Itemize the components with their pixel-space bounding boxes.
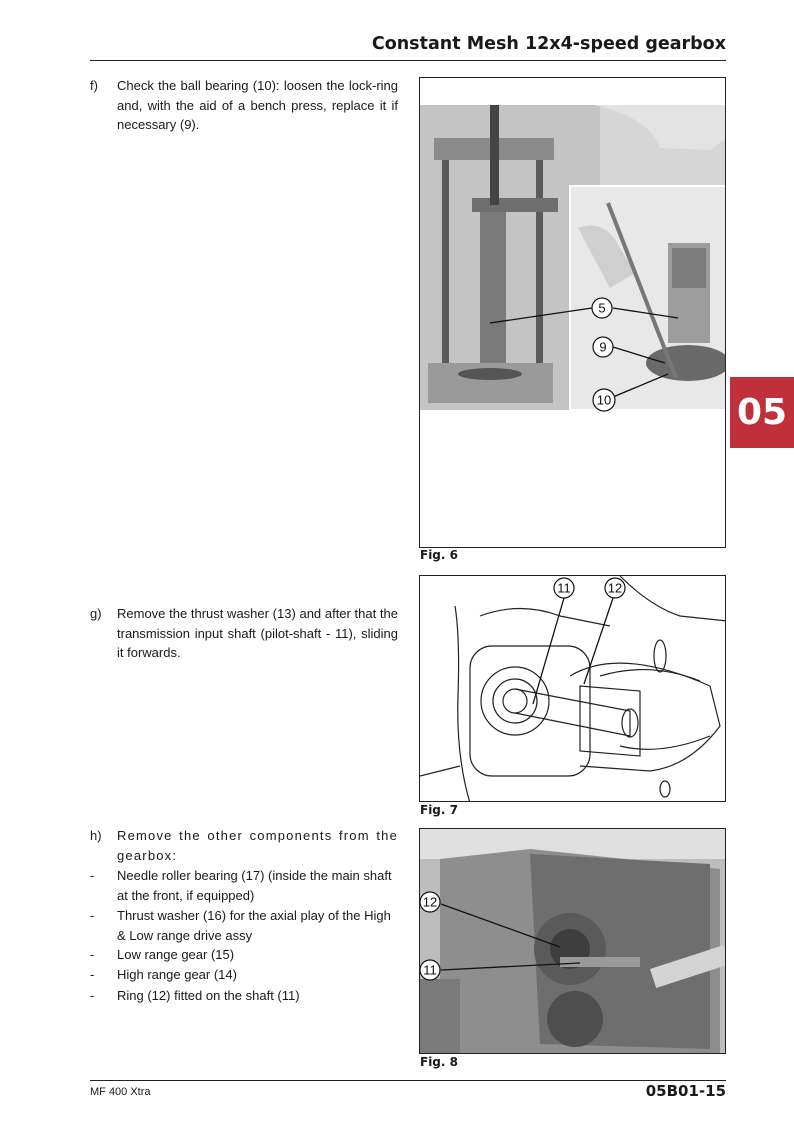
step-f [90,76,398,135]
figure-6 [419,77,726,548]
list-item [90,866,400,905]
figure-6-callouts [420,78,726,548]
page-title: Constant Mesh 12x4-speed gearbox [371,34,726,54]
figure-7 [419,575,726,802]
callout-label: 10 [596,392,612,408]
header-rule [90,60,726,61]
step-marker: g) [90,606,102,621]
callout-label: 11 [557,580,571,596]
list-dash: - [90,967,95,982]
callout-label: 12 [607,580,623,596]
callout-label: 9 [599,339,607,355]
callout-label: 5 [598,300,606,316]
list-item-text: High range gear (14) [117,967,237,982]
figure-7-callouts [420,576,726,802]
list-dash: - [90,947,95,962]
list-item-text: Low range gear (15) [117,947,235,962]
list-item [90,965,400,985]
list-dash: - [90,868,95,883]
step-marker: f) [90,78,98,93]
step-text: Check the ball bearing (10): loosen the lock-ring and, with the aid of a bench press, replace it if necessary (9). [117,78,398,132]
list-item-text: Thrust washer (16) for the axial play of the High & Low range drive assy [117,908,391,943]
chapter-tab: 05 [730,377,794,448]
list-item [90,986,400,1006]
step-text: Remove the thrust washer (13) and after that the transmission input shaft (pilot-shaft - 11), sliding it forwards. [117,606,398,660]
list-item [90,906,400,945]
list-item [90,945,400,965]
figure-8-callouts [420,829,726,1054]
list-item-text: Needle roller bearing (17) (inside the main shaft at the front, if equipped) [117,868,392,903]
figure-caption: Fig. 7 [420,803,458,817]
figure-caption: Fig. 8 [420,1055,458,1069]
figure-8 [419,828,726,1054]
list-dash: - [90,908,95,923]
callout-label: 11 [423,962,437,978]
callout-label: 12 [422,894,438,910]
list-item-text: Ring (12) fitted on the shaft (11) [117,988,300,1003]
footer-rule [90,1080,726,1081]
figure-caption: Fig. 6 [420,548,458,562]
step-h [90,826,398,865]
list-dash: - [90,988,95,1003]
step-g [90,604,398,663]
page-number: 05B01-15 [645,1082,726,1100]
step-text: Remove the other components from the gearbox: [117,828,398,863]
step-marker: h) [90,828,102,843]
footer-model: MF 400 Xtra [90,1086,151,1098]
